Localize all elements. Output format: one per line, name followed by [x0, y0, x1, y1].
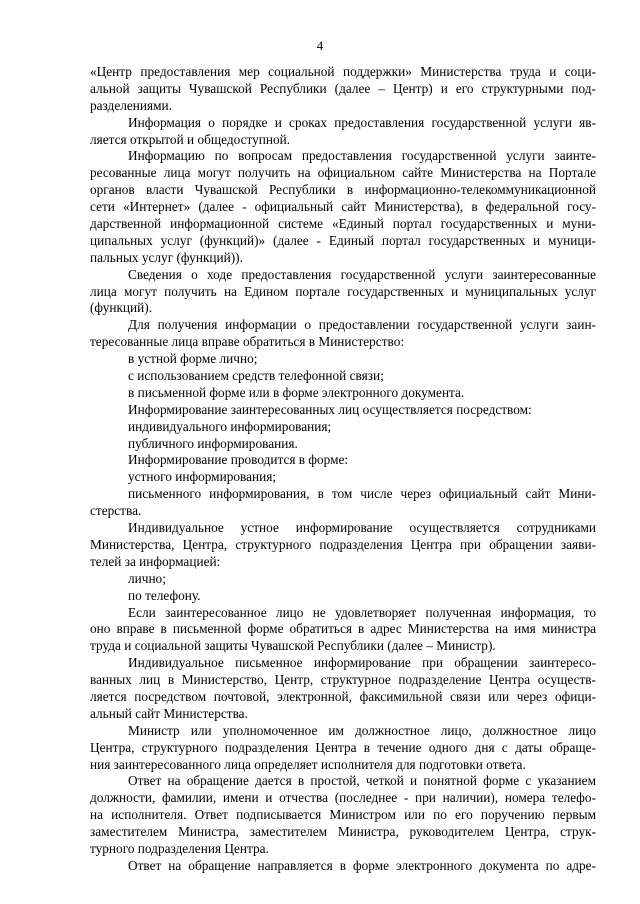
text-line: Индивидуальное устное информирование осуществляется сотрудниками — [128, 520, 596, 536]
text-line: в устной форме лично; — [128, 351, 258, 367]
text-line: ляется открытой и общедоступной. — [90, 131, 291, 147]
text-line: Сведения о ходе предоставления государственной услуги заинтересованные — [128, 266, 596, 282]
text-line: Если заинтересованное лицо не удовлетворяет полученная информация, то — [128, 604, 596, 620]
text-line: Индивидуальное письменное информирование при обращении заинтересо- — [128, 655, 596, 671]
text-line: дарственной информационной системе «Единый портал государственных и муни- — [90, 216, 596, 232]
text-line: (функций). — [90, 300, 153, 316]
text-line: заместителем Министра, заместителем Министра, руководителем Центра, струк- — [90, 824, 596, 840]
text-line: оно вправе в письменной форме обратиться в адрес Министерства на имя министра — [90, 621, 596, 637]
text-line: Информирование проводится в форме: — [128, 452, 349, 468]
text-line: альной защиты Чувашской Республики (далее – Центр) и его структурными под- — [90, 80, 596, 96]
text-line: письменного информирования, в том числе через официальный сайт Мини- — [128, 486, 596, 502]
text-line: сети «Интернет» (далее - официальный сайт Министерства), в федеральной госу- — [90, 199, 596, 215]
text-line: телей за информацией: — [90, 553, 221, 569]
text-line: ванных лиц в Министерство, Центр, структурное подразделение Центра осуществ- — [90, 672, 596, 688]
text-line: ляется посредством почтовой, электронной, факсимильной связи или через офици- — [90, 688, 596, 704]
text-line: индивидуального информирования; — [128, 418, 332, 434]
text-line: Информация о порядке и сроках предоставления государственной услуги яв- — [128, 114, 596, 130]
text-line: устного информирования; — [128, 469, 277, 485]
text-line: по телефону. — [128, 587, 201, 603]
document-body — [90, 64, 596, 875]
text-line: разделениями. — [90, 97, 172, 113]
text-line: ресованные лица могут получить на официальном сайте Министерства на Портале — [90, 165, 596, 181]
text-line: «Центр предоставления мер социальной поддержки» Министерства труда и соци- — [90, 64, 596, 79]
text-line: Информирование заинтересованных лиц осуществляется посредством: — [128, 401, 532, 417]
text-line: ния заинтересованного лица определяет исполнителя для подготовки ответа. — [90, 756, 526, 772]
text-line: пальных услуг (функций)). — [90, 249, 243, 265]
text-line: стерства. — [90, 503, 142, 519]
text-line: ципальных услуг (функций)» (далее - Единый портал государственных и муници- — [90, 232, 596, 248]
text-line: публичного информирования. — [128, 435, 298, 451]
text-line: Для получения информации о предоставлении государственной услуги заин- — [128, 317, 596, 333]
text-line: в письменной форме или в форме электронного документа. — [128, 384, 465, 400]
text-line: лица могут получить на Едином портале государственных и муниципальных услуг — [90, 283, 596, 299]
text-line: с использованием средств телефонной связи; — [128, 368, 384, 384]
page-number: 4 — [316, 38, 324, 53]
text-line: Министр или уполномоченное им должностное лицо, должностное лицо — [128, 722, 596, 738]
text-line: Центра, структурного подразделения Центра в течение одного дня с даты обраще- — [90, 739, 596, 755]
text-line: органов власти Чувашской Республики в информационно-телекоммуникационной — [90, 182, 596, 198]
text-line: тересованные лица вправе обратиться в Министерство: — [90, 334, 405, 350]
text-line: Ответ на обращение дается в простой, четкой и понятной форме с указанием — [128, 773, 596, 789]
text-line: на исполнителя. Ответ подписывается Министром или по его поручению первым — [90, 807, 596, 823]
text-line: труда и социальной защиты Чувашской Республики (далее – Министр). — [90, 638, 496, 654]
text-line: должности, фамилии, имени и отчества (последнее - при наличии), номера телефо- — [90, 790, 596, 806]
text-line: турного подразделения Центра. — [90, 840, 269, 856]
text-line: лично; — [128, 570, 166, 586]
text-line: Информацию по вопросам предоставления государственной услуги заинте- — [128, 148, 596, 164]
text-line: альный сайт Министерства. — [90, 705, 248, 721]
text-line: Министерства, Центра, структурного подразделения Центра при обращении заяви- — [90, 536, 596, 552]
text-line: Ответ на обращение направляется в форме электронного документа по адре- — [128, 857, 596, 873]
